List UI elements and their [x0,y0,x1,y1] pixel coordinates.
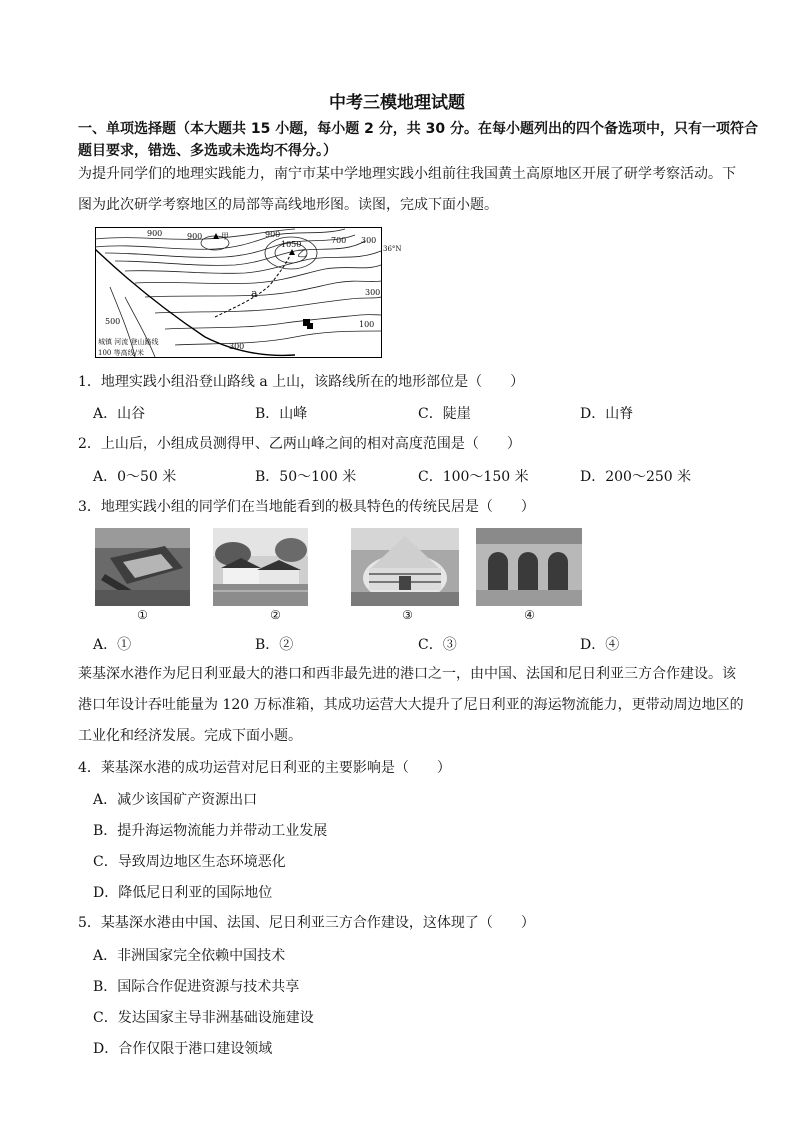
q3-option-b[interactable]: B．② [255,637,294,653]
q1-stem: 1．地理实践小组沿登山路线 a 上山，该路线所在的地形部位是（ ） [78,374,525,390]
q4-stem: 4．莱基深水港的成功运营对尼日利亚的主要影响是（ ） [78,760,451,776]
map-label-yi: 乙 [297,249,307,260]
q1-option-a[interactable]: A．山谷 [93,406,146,422]
photo-waterside-village [213,528,308,606]
map-label-700: 700 [331,236,347,245]
q3-option-d[interactable]: D．④ [580,637,620,653]
q1-option-d[interactable]: D．山脊 [580,406,634,422]
q4-option-a[interactable]: A．减少该国矿产资源出口 [93,792,258,808]
map-label-900a: 900 [147,229,163,238]
page-title: 中考三模地理试题 [329,93,465,113]
q1-option-c[interactable]: C．陡崖 [418,406,471,422]
photo-yurt [351,528,459,606]
q2-option-a[interactable]: A．0～50 米 [93,469,177,485]
q5-option-b[interactable]: B．国际合作促进资源与技术共享 [93,979,300,995]
map-legend-line-1: 城镇 河流 登山路线 [98,338,159,346]
section-heading: 一、单项选择题（本大题共 15 小题，每小题 2 分，共 30 分。在每小题列出的四个备选项中，只有一项符合题目要求，错选、多选或未选均不得分。） [78,121,758,159]
map-label-a: a [251,287,258,300]
q2-option-c[interactable]: C．100～150 米 [418,469,529,485]
contour-map [95,227,411,358]
map-label-900c: 900 [265,230,281,239]
intro-paragraph-2: 莱基深水港作为尼日利亚最大的港口和西非最先进的港口之一，由中国、法国和尼日利亚三方合作建设。该港口年设计吞吐能量为 120 万标准箱，其成功运营大大提升了尼日利亚的海运物流能力，更带动周边地区的工业化和经济发展。完成下面小题。 [78,666,744,744]
map-label-900b: 900 [187,232,203,241]
q3-option-c[interactable]: C．③ [418,637,457,653]
intro-paragraph-1: 为提升同学们的地理实践能力，南宁市某中学地理实践小组前往我国黄土高原地区开展了研学考察活动。下图为此次研学考察地区的局部等高线地形图。读图，完成下面小题。 [78,166,736,213]
q4-option-d[interactable]: D．降低尼日利亚的国际地位 [93,885,273,901]
q2-stem: 2．上山后，小组成员测得甲、乙两山峰之间的相对高度范围是（ ） [78,436,521,452]
photo-label-3: ③ [402,608,413,622]
q5-stem: 5．某基深水港由中国、法国、尼日利亚三方合作建设，这体现了（ ） [78,915,535,931]
q4-option-c[interactable]: C．导致周边地区生态环境恶化 [93,854,286,870]
q5-option-d[interactable]: D．合作仅限于港口建设领域 [93,1041,273,1057]
map-label-jia: 甲 [221,232,229,241]
photo-cave-dwelling [476,528,582,606]
q2-option-b[interactable]: B．50～100 米 [255,469,357,485]
photo-label-4: ④ [524,608,535,622]
map-label-300c: 300 [229,342,245,351]
map-label-1050: 1050 [281,240,302,249]
q4-option-b[interactable]: B．提升海运物流能力并带动工业发展 [93,823,328,839]
map-label-100: 100 [359,320,375,329]
map-legend-line-2: 100 等高线/米 [98,349,144,357]
q5-option-a[interactable]: A．非洲国家完全依赖中国技术 [93,948,286,964]
photo-label-1: ① [137,608,148,622]
photo-label-2: ② [270,608,281,622]
map-label-latitude: 36°N [383,245,402,253]
q1-option-b[interactable]: B．山峰 [255,406,308,422]
photo-courtyard-house [95,528,190,606]
q2-option-d[interactable]: D．200～250 米 [580,469,692,485]
q3-option-a[interactable]: A．① [93,637,132,653]
q3-stem: 3．地理实践小组的同学们在当地能看到的极具特色的传统民居是（ ） [78,499,535,515]
map-label-500: 500 [105,317,121,326]
q5-option-c[interactable]: C．发达国家主导非洲基础设施建设 [93,1010,314,1026]
map-label-300a: 300 [361,236,377,245]
map-label-300b: 300 [365,288,381,297]
